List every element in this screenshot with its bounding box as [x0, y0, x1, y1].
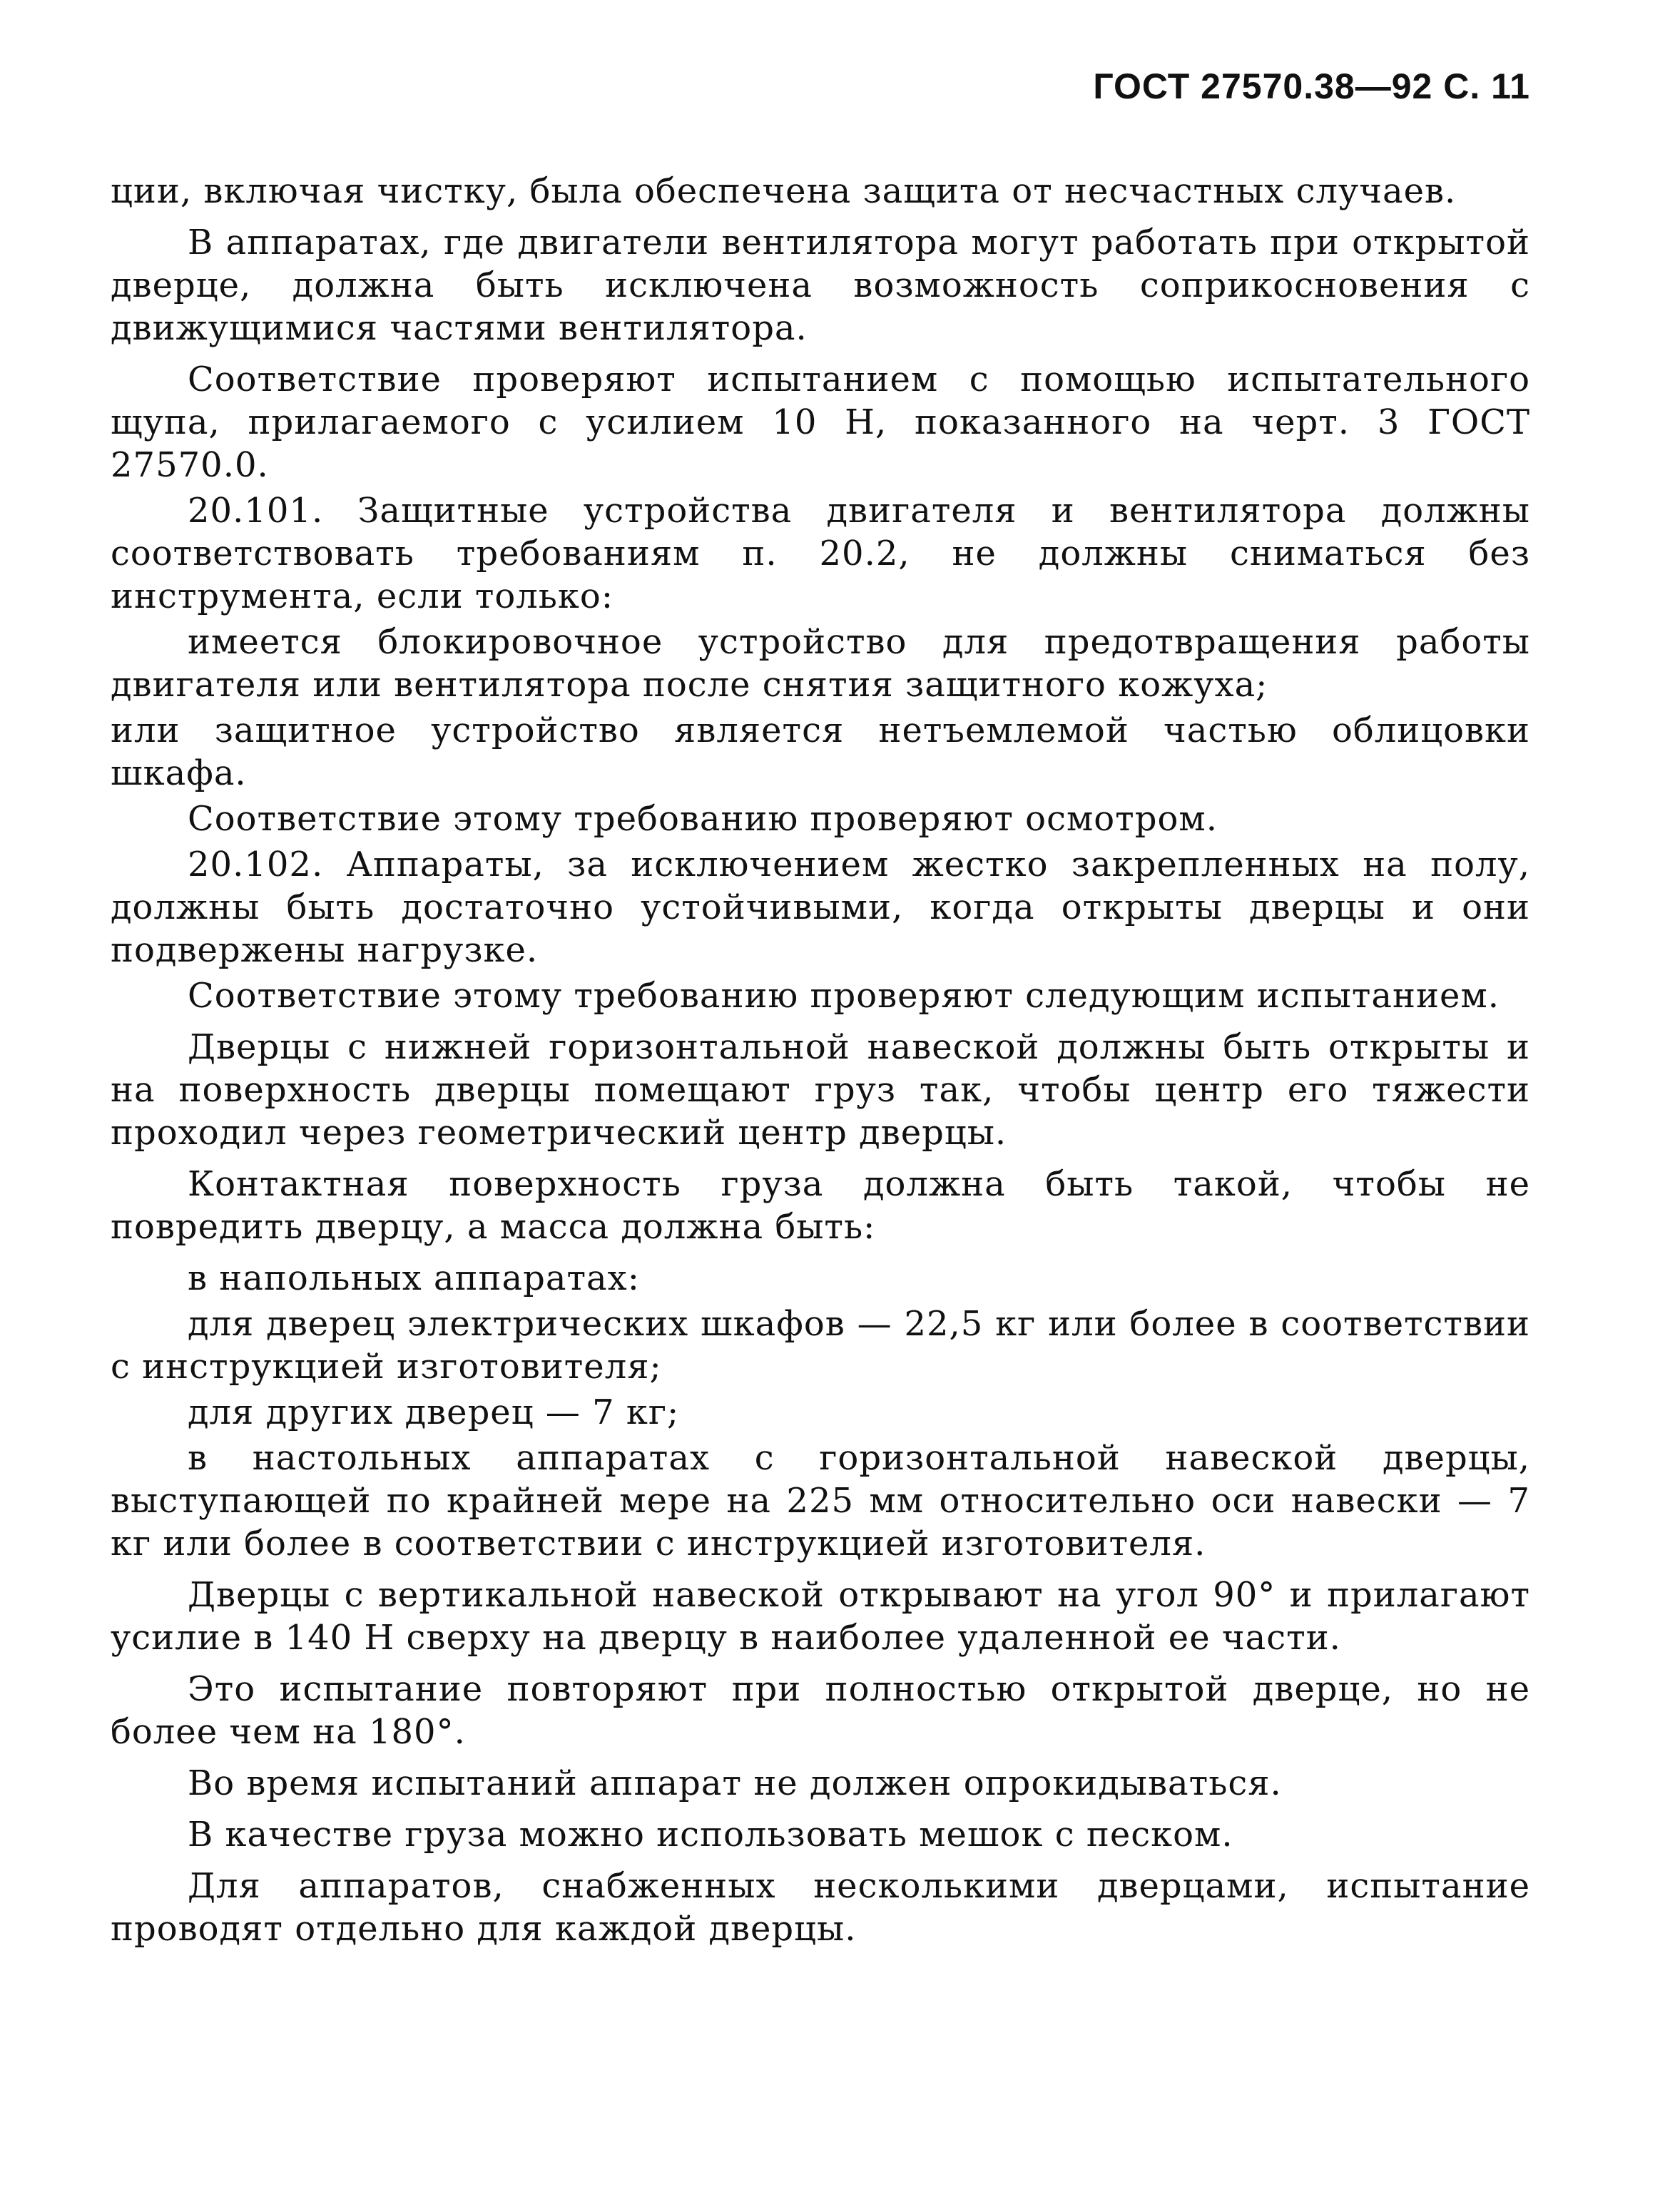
paragraph-vertical-doors: Дверцы с вертикальной навеской открывают на угол 90° и прилагают усилие в 140 Н сверху на дверцу в наиболее удаленной ее части. [111, 1575, 1530, 1658]
list-item-tabletop: в настольных аппаратах с горизонтальной навеской дверцы, выступающей по крайней мере на 225 мм относительно оси навески — 7 кг или более в соответствии с инструкцией изготовителя. [111, 1438, 1530, 1564]
list-item-interlock: имеется блокировочное устройство для предотвращения работы двигателя или вентилятора после снятия защитного кожуха; [111, 622, 1530, 705]
paragraph-fan-motors: В аппаратах, где двигатели вентилятора могут работать при открытой дверце, должна быть исключена возможность соприкосновения с движущимися частями вентилятора. [111, 223, 1530, 348]
paragraph-inspection: Соответствие этому требованию проверяют осмотром. [188, 799, 1218, 839]
running-header: ГОСТ 27570.38—92 С. 11 [1093, 66, 1530, 106]
list-heading-floor: в напольных аппаратах: [188, 1258, 640, 1298]
paragraph-compliance-probe: Соответствие проверяют испытанием с помощью испытательного щупа, прилагаемого с усилием 10 Н, показанного на черт. 3 ГОСТ 27570.0. [111, 360, 1530, 485]
list-item-integral-part: или защитное устройство является нетъемлемой частью облицовки шкафа. [111, 710, 1530, 793]
list-item-cabinet-doors: для дверец электрических шкафов — 22,5 кг или более в соответствии с инструкцией изготовителя; [111, 1304, 1530, 1387]
paragraph-sandbag: В качестве груза можно использовать мешок с песком. [188, 1815, 1233, 1855]
paragraph-stability-test: Соответствие этому требованию проверяют следующим испытанием. [188, 976, 1500, 1016]
paragraph-multiple-doors: Для аппаратов, снабженных несколькими дверцами, испытание проводят отдельно для каждой дверцы. [111, 1866, 1530, 1949]
document-body [111, 170, 1530, 1953]
paragraph-20-102: 20.102. Аппараты, за исключением жестко закрепленных на полу, должны быть достаточно устойчивыми, когда открыты дверцы и они подвержены нагрузке. [111, 845, 1530, 970]
paragraph-continuation: ции, включая чистку, была обеспечена защита от несчастных случаев. [111, 171, 1457, 211]
paragraph-horizontal-doors: Дверцы с нижней горизонтальной навеской должны быть открыты и на поверхность дверцы помещают груз так, чтобы центр его тяжести проходил через геометрический центр дверцы. [111, 1027, 1530, 1153]
paragraph-contact-surface: Контактная поверхность груза должна быть такой, чтобы не повредить дверцу, а масса должна быть: [111, 1164, 1530, 1247]
list-item-other-doors: для других дверец — 7 кг; [188, 1392, 680, 1432]
paragraph-repeat-test: Это испытание повторяют при полностью открытой дверце, но не более чем на 180°. [111, 1669, 1530, 1752]
paragraph-20-101: 20.101. Защитные устройства двигателя и вентилятора должны соответствовать требованиям п. 20.2, не должны сниматься без инструмента, если только: [111, 491, 1530, 616]
paragraph-no-tipping: Во время испытаний аппарат не должен опрокидываться. [188, 1763, 1282, 1803]
